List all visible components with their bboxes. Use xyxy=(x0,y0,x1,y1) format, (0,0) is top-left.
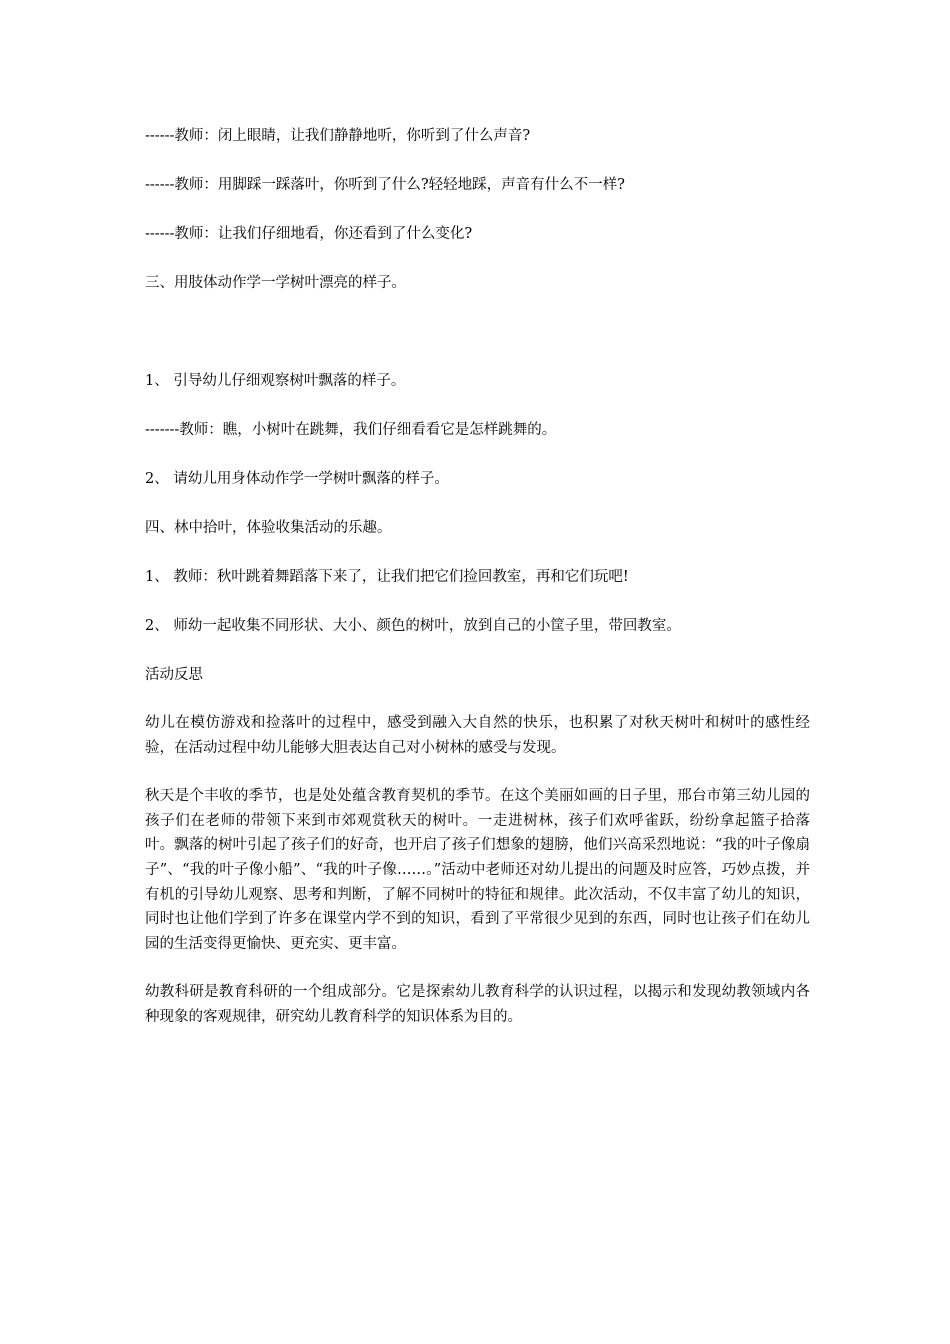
step-two-collect: 2、 师幼一起收集不同形状、大小、颜色的树叶，放到自己的小筐子里，带回教室。 xyxy=(145,618,681,634)
teacher-dialogue-look: ------教师：让我们仔细地看，你还看到了什么变化? xyxy=(145,226,473,242)
teacher-dialogue-listen: ------教师：闭上眼睛，让我们静静地听，你听到了什么声音? xyxy=(145,128,531,144)
reflection-heading: 活动反思 xyxy=(145,667,203,683)
reflection-paragraph: 幼儿在模仿游戏和捡落叶的过程中，感受到融入大自然的快乐，也积累了对秋天树叶和树叶的感性经验，在活动过程中幼儿能够大胆表达自己对小树林的感受与发现。 xyxy=(145,715,810,756)
step-one-collect-intro: 1、 教师：秋叶跳着舞蹈落下来了，让我们把它们捡回教室，再和它们玩吧! xyxy=(145,569,629,585)
document-page xyxy=(145,124,810,1030)
teacher-dialogue-step: ------教师：用脚踩一踩落叶，你听到了什么?轻轻地踩，声音有什么不一样? xyxy=(145,177,625,193)
teacher-dialogue-dance: -------教师：瞧，小树叶在跳舞，我们仔细看看它是怎样跳舞的。 xyxy=(145,422,557,438)
step-two-imitate: 2、 请幼儿用身体动作学一学树叶飘落的样子。 xyxy=(145,471,449,487)
autumn-activity-paragraph: 秋天是个丰收的季节，也是处处蕴含教育契机的季节。在这个美丽如画的日子里，邢台市第三幼儿园的孩子们在老师的带领下来到市郊观赏秋天的树叶。一走进树林，孩子们欢呼雀跃，纷纷拿起篮子拾落叶。飘落的树叶引起了孩子们的好奇，也开启了孩子们想象的翅膀，他们兴高采烈地说：“我的叶子像扇子”、“我的叶子像小船”、“我的叶子像……。”活动中老师还对幼儿提出的问题及时应答，巧妙点拨，并有机的引导幼儿观察、思考和判断，了解不同树叶的特征和规律。此次活动，不仅丰富了幼儿的知识，同时也让他们学到了许多在课堂内学不到的知识，看到了平常很少见到的东西，同时也让孩子们在幼儿园的生活变得更愉快、更充实、更丰富。 xyxy=(145,788,810,952)
section-heading-four: 四、林中拾叶，体验收集活动的乐趣。 xyxy=(145,520,392,536)
section-heading-three: 三、用肢体动作学一学树叶漂亮的样子。 xyxy=(145,275,406,291)
research-paragraph: 幼教科研是教育科研的一个组成部分。它是探索幼儿教育科学的认识过程，以揭示和发现幼教领域内各种现象的客观规律，研究幼儿教育科学的知识体系为目的。 xyxy=(145,984,810,1025)
step-one-observe: 1、 引导幼儿仔细观察树叶飘落的样子。 xyxy=(145,373,406,389)
